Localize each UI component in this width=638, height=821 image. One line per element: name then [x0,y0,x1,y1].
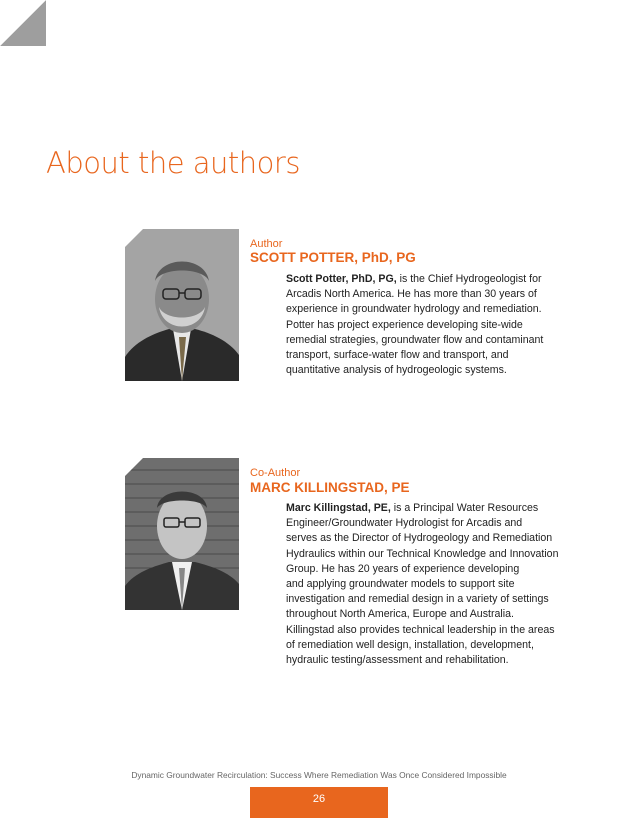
coauthor-name: MARC KILLINGSTAD, PE [250,480,410,495]
coauthor-bio-line-1: Marc Killingstad, PE, is a Principal Water Resources [286,502,539,514]
coauthor-bio [286,501,586,668]
coauthor-bio-line-3: serves as the Director of Hydrogeology and Remediation [286,532,553,545]
author-bio [286,272,586,378]
corner-fold-decoration [0,0,46,46]
author-bio-line-2: Arcadis North America. He has more than 30 years of [286,288,537,301]
author-name: SCOTT POTTER, PhD, PG [250,250,416,265]
coauthor-bio-line-6: and applying groundwater models to support site [286,578,515,591]
coauthor-bio-lead: Marc Killingstad, PE, [286,502,391,514]
author-bio-line-3: experience in groundwater hydrology and remediation. [286,303,542,316]
coauthor-bio-line-10: of remediation well design, installation, development, [286,638,534,651]
coauthor-bio-line-2: Engineer/Groundwater Hydrologist for Arcadis and [286,517,523,530]
coauthor-bio-line-8: throughout North America, Europe and Australia. [286,608,514,621]
coauthor-bio-line-7: investigation and remedial design in a variety of settings [286,593,549,606]
page-title: About the authors [46,146,300,180]
author-bio-lead: Scott Potter, PhD, PG, [286,273,397,285]
coauthor-bio-line-4: Hydraulics within our Technical Knowledge and Innovation [286,547,559,560]
coauthor-role: Co-Author [250,467,301,479]
footer-document-title: Dynamic Groundwater Recirculation: Success Where Remediation Was Once Considered Impossible [131,770,507,780]
author-bio-line-7: quantitative analysis of hydrogeologic systems. [286,364,507,377]
author-bio-line-4: Potter has project experience developing site-wide [286,318,523,331]
author-role: Author [250,238,283,250]
coauthor-bio-line-5: Group. He has 20 years of experience developing [286,562,520,575]
author-bio-line-6: transport, surface-water flow and transport, and [286,349,509,362]
coauthor-bio-line-11: hydraulic testing/assessment and rehabilitation. [286,654,509,667]
page-number: 26 [250,787,388,818]
author-photo [125,229,239,381]
coauthor-photo [125,458,239,610]
author-bio-line-5: remedial strategies, groundwater flow and contaminant [286,333,544,346]
author-bio-line-1: Scott Potter, PhD, PG, is the Chief Hydrogeologist for [286,273,542,285]
coauthor-bio-line-9: Killingstad also provides technical leadership in the areas [286,623,555,636]
